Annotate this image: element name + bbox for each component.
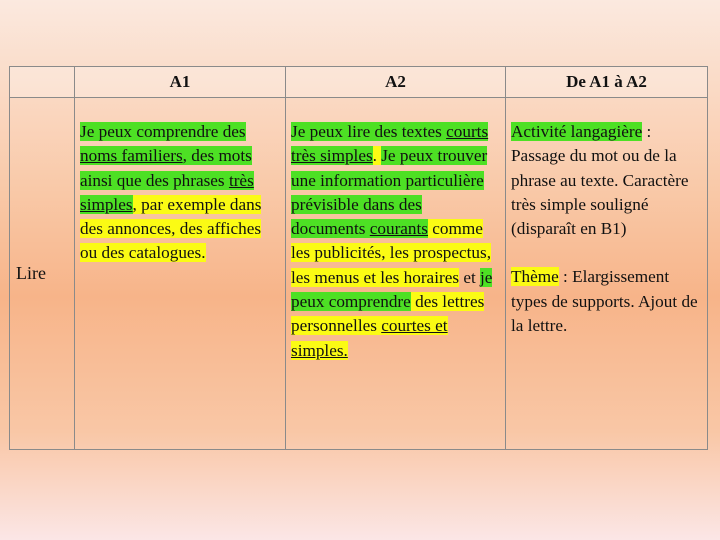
header-empty — [10, 67, 75, 98]
a2-text — [291, 120, 500, 363]
a2-text-run: courants — [369, 219, 428, 239]
a2-text-run: comme les publicités, les prospectus, les menus et les horaires — [291, 219, 492, 287]
a1-cell — [75, 98, 286, 450]
header-a1: A1 — [75, 67, 286, 98]
a1-text-run: Je peux comprendre des — [80, 122, 246, 141]
a2-text-run: courtes et simples. — [291, 316, 448, 360]
a1-text-run: , par exemple dans des annonces, des affiches ou des catalogues. — [80, 194, 262, 263]
a1-text-run: très simples — [80, 170, 254, 214]
header-a2: A2 — [286, 67, 506, 98]
a2-text-run: . — [372, 146, 382, 166]
diff-block2-run: : Elargissement types de supports. Ajout de la lettre. — [511, 267, 698, 336]
comparison-table — [9, 66, 708, 450]
a2-text-run: des lettres personnelles — [291, 292, 485, 336]
diff-block1-run: Activité langagière — [511, 122, 643, 141]
lire-row — [10, 98, 708, 450]
a1-text-run: , des mots ainsi que des phrases — [80, 146, 252, 190]
diff-theme-text — [511, 265, 702, 338]
header-row — [10, 67, 708, 98]
header-diff: De A1 à A2 — [506, 67, 708, 98]
a2-text-run: et — [459, 267, 481, 287]
a2-text-run: Je peux trouver une information particulière prévisible dans des documents — [291, 146, 488, 239]
diff-block1-run: : Passage du mot ou de la phrase au texte. Caractère très simple souligné (disparaît en B1) — [511, 122, 689, 239]
a2-cell — [286, 98, 506, 450]
a2-text-run: je peux comprendre — [291, 267, 493, 312]
diff-cell — [506, 98, 708, 450]
a1-text — [80, 120, 280, 266]
diff-block2-run: Thème — [511, 267, 559, 287]
a1-text-run: noms familiers — [80, 146, 183, 166]
row-label: Lire — [10, 98, 75, 450]
a2-text-run: Je peux lire des textes — [291, 122, 447, 141]
a2-text-run: courts très simples — [291, 122, 489, 166]
diff-activity-text — [511, 120, 702, 241]
